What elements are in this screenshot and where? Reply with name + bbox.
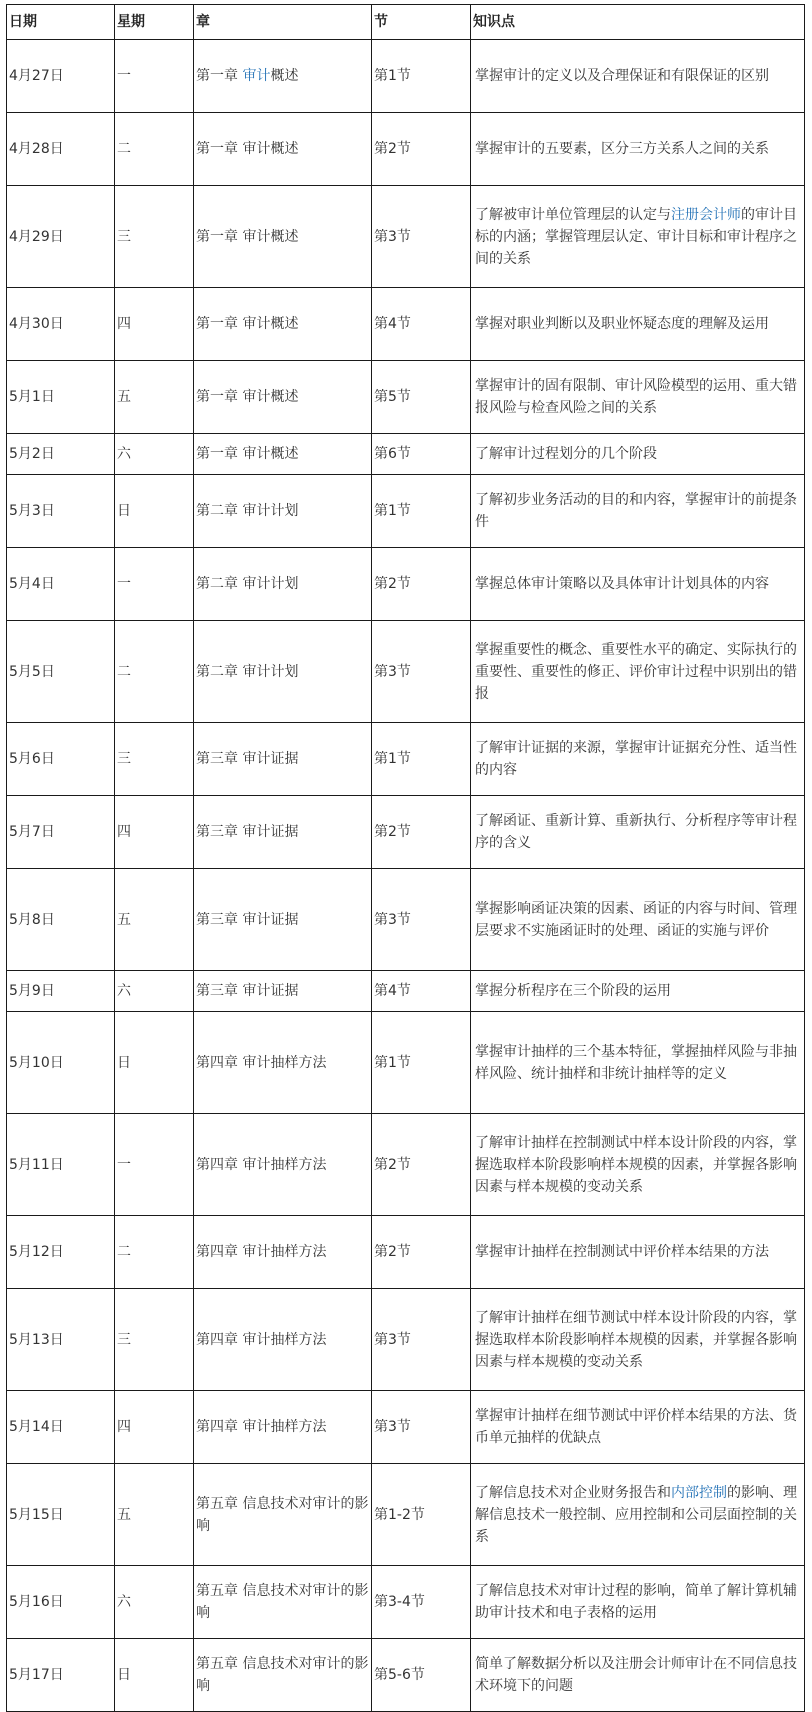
section-text: 第2节 [374,1156,411,1173]
chapter-cell [194,288,372,361]
chapter-cell [194,113,372,186]
chapter-cell [194,1566,372,1639]
weekday-text: 四 [117,824,131,840]
section-text: 第4节 [374,316,411,332]
knowledge-point-text-post: 的审计目标的内涵；掌握管理层认定、审计目标和审计程序之间的关系 [475,206,797,267]
weekday-cell [115,723,194,796]
section-cell [372,1216,471,1289]
date-cell [7,1566,115,1639]
table-row [7,971,805,1012]
chapter-cell [194,475,372,548]
knowledge-point-text: 掌握审计的五要素，区分三方关系人之间的关系 [475,141,769,157]
knowledge-point-cell [471,1639,805,1712]
knowledge-point-cell [471,40,805,113]
section-text: 第1节 [374,68,411,84]
section-cell [372,361,471,434]
section-text: 第5节 [374,389,411,405]
weekday-text: 六 [117,983,131,999]
chapter-text: 第五章 信息技术对审计的影响 [196,1495,369,1534]
knowledge-point-cell [471,1289,805,1391]
table-row [7,40,805,113]
weekday-text: 六 [117,446,131,462]
knowledge-point-cell [471,548,805,621]
date-cell [7,1216,115,1289]
chapter-cell [194,723,372,796]
date-text: 5月7日 [9,824,55,840]
chapter-text: 第四章 审计抽样方法 [196,1244,327,1260]
knowledge-point-text: 简单了解数据分析以及注册会计师审计在不同信息技术环境下的问题 [475,1656,797,1694]
chapter-text: 第三章 审计证据 [196,751,299,767]
date-cell [7,869,115,971]
date-cell [7,1012,115,1114]
table-row [7,1114,805,1216]
chapter-text: 第四章 审计抽样方法 [196,1331,327,1348]
chapter-text: 第二章 审计计划 [196,503,299,519]
table-row [7,1289,805,1391]
weekday-text: 日 [117,1667,131,1683]
section-cell [372,1114,471,1216]
knowledge-point-text: 掌握对职业判断以及职业怀疑态度的理解及运用 [475,316,769,332]
section-cell [372,186,471,288]
date-cell [7,361,115,434]
weekday-cell [115,1566,194,1639]
chapter-text: 第一章 审计概述 [196,316,299,332]
header-section: 节 [372,5,471,40]
knowledge-point-cell [471,1114,805,1216]
date-cell [7,723,115,796]
schedule-table-container [6,4,804,1712]
section-text: 第3节 [374,1419,411,1435]
date-text: 5月4日 [9,576,55,592]
table-row [7,475,805,548]
chapter-link[interactable]: 审计 [242,68,271,84]
knowledge-point-text: 了解审计过程划分的几个阶段 [475,446,657,462]
knowledge-point-cell [471,1391,805,1464]
date-text: 5月3日 [9,503,55,519]
weekday-text: 二 [117,141,131,157]
chapter-text: 第一章 审计概述 [196,446,299,462]
section-text: 第3节 [374,228,411,245]
date-text: 4月30日 [9,316,64,332]
knowledge-point-cell [471,113,805,186]
date-text: 4月28日 [9,141,64,157]
weekday-text: 四 [117,1419,131,1435]
section-cell [372,1391,471,1464]
date-cell [7,186,115,288]
table-row [7,796,805,869]
weekday-cell [115,361,194,434]
date-cell [7,475,115,548]
knowledge-point-text: 了解审计抽样在细节测试中样本设计阶段的内容，掌握选取样本阶段影响样本规模的因素，并掌握各影响因素与样本规模的变动关系 [475,1309,797,1370]
chapter-text: 第一章 审计概述 [196,141,299,157]
chapter-cell [194,971,372,1012]
date-text: 5月16日 [9,1594,64,1610]
date-cell [7,796,115,869]
table-row [7,1391,805,1464]
header-knowledge-point: 知识点 [471,5,805,40]
weekday-cell [115,1216,194,1289]
knowledge-point-text: 掌握审计的定义以及合理保证和有限保证的区别 [475,68,769,84]
weekday-cell [115,971,194,1012]
section-text: 第6节 [374,446,411,462]
chapter-text: 第三章 审计证据 [196,983,299,999]
knowledge-point-text: 掌握总体审计策略以及具体审计计划具体的内容 [475,576,769,592]
weekday-text: 六 [117,1594,131,1610]
weekday-text: 二 [117,663,131,680]
knowledge-point-cell [471,1012,805,1114]
knowledge-point-link[interactable]: 内部控制 [671,1484,727,1501]
section-cell [372,1639,471,1712]
weekday-text: 五 [117,389,131,405]
section-text: 第3节 [374,1331,411,1348]
chapter-text: 第二章 审计计划 [196,576,299,592]
knowledge-point-cell [471,434,805,475]
date-cell [7,113,115,186]
knowledge-point-cell [471,288,805,361]
date-text: 5月17日 [9,1667,64,1683]
chapter-cell [194,869,372,971]
knowledge-point-text: 了解函证、重新计算、重新执行、分析程序等审计程序的含义 [475,813,797,851]
section-cell [372,475,471,548]
weekday-text: 日 [117,1054,131,1071]
knowledge-point-text: 了解信息技术对审计过程的影响，简单了解计算机辅助审计技术和电子表格的运用 [475,1583,797,1621]
weekday-cell [115,621,194,723]
section-text: 第1节 [374,1054,411,1071]
date-cell [7,621,115,723]
weekday-cell [115,796,194,869]
chapter-cell [194,548,372,621]
chapter-cell [194,621,372,723]
knowledge-point-cell [471,869,805,971]
date-text: 5月15日 [9,1506,64,1523]
chapter-text: 第四章 审计抽样方法 [196,1156,327,1173]
section-text: 第2节 [374,1244,411,1260]
section-cell [372,40,471,113]
weekday-cell [115,1289,194,1391]
knowledge-point-text: 了解审计证据的来源，掌握审计证据充分性、适当性的内容 [475,740,797,778]
section-text: 第1节 [374,751,411,767]
weekday-cell [115,475,194,548]
knowledge-point-link[interactable]: 注册会计师 [671,206,741,223]
weekday-text: 四 [117,316,131,332]
weekday-text: 三 [117,1331,131,1348]
section-text: 第4节 [374,983,411,999]
knowledge-point-cell [471,796,805,869]
chapter-cell [194,361,372,434]
date-text: 4月29日 [9,228,64,245]
section-text: 第2节 [374,576,411,592]
knowledge-point-cell [471,723,805,796]
section-text: 第1节 [374,503,411,519]
weekday-text: 三 [117,751,131,767]
weekday-cell [115,1639,194,1712]
weekday-cell [115,1114,194,1216]
weekday-text: 一 [117,68,131,84]
knowledge-point-text: 掌握审计的固有限制、审计风险模型的运用、重大错报风险与检查风险之间的关系 [475,378,797,416]
date-text: 5月12日 [9,1244,64,1260]
header-weekday: 星期 [115,5,194,40]
knowledge-point-text: 了解初步业务活动的目的和内容，掌握审计的前提条件 [475,492,797,530]
section-text: 第2节 [374,141,411,157]
table-row [7,1464,805,1566]
table-row [7,723,805,796]
chapter-cell [194,186,372,288]
table-row [7,288,805,361]
date-cell [7,40,115,113]
section-text: 第3节 [374,911,411,928]
knowledge-point-cell [471,475,805,548]
table-row [7,1216,805,1289]
date-cell [7,1289,115,1391]
section-cell [372,971,471,1012]
chapter-cell [194,1289,372,1391]
chapter-cell [194,1464,372,1566]
section-cell [372,288,471,361]
section-cell [372,1289,471,1391]
section-cell [372,113,471,186]
section-cell [372,1566,471,1639]
date-text: 5月10日 [9,1054,64,1071]
chapter-text-post: 概述 [270,68,299,84]
weekday-text: 一 [117,1156,131,1173]
weekday-cell [115,1012,194,1114]
section-text: 第2节 [374,824,411,840]
section-text: 第3节 [374,663,411,680]
weekday-cell [115,40,194,113]
date-cell [7,288,115,361]
section-cell [372,1464,471,1566]
knowledge-point-text-post: 的影响、理解信息技术一般控制、应用控制和公司层面控制的关系 [475,1484,797,1545]
date-text: 5月13日 [9,1331,64,1348]
weekday-cell [115,434,194,475]
table-row [7,621,805,723]
table-row [7,434,805,475]
weekday-cell [115,288,194,361]
knowledge-point-text: 掌握审计抽样在细节测试中评价样本结果的方法、货币单元抽样的优缺点 [475,1408,797,1446]
weekday-text: 一 [117,576,131,592]
chapter-text: 第五章 信息技术对审计的影响 [196,1583,369,1621]
knowledge-point-text: 了解被审计单位管理层的认定与 [475,206,671,223]
chapter-text: 第三章 审计证据 [196,824,299,840]
table-row [7,548,805,621]
section-text: 第5-6节 [374,1667,425,1683]
date-text: 5月5日 [9,663,55,680]
table-row [7,1639,805,1712]
knowledge-point-text: 掌握影响函证决策的因素、函证的内容与时间、管理层要求不实施函证时的处理、函证的实施与评价 [475,900,797,939]
knowledge-point-text: 了解信息技术对企业财务报告和 [475,1484,671,1501]
date-cell [7,971,115,1012]
date-cell [7,1464,115,1566]
table-row [7,186,805,288]
weekday-cell [115,113,194,186]
section-cell [372,548,471,621]
chapter-text: 第一章 审计概述 [196,389,299,405]
date-text: 5月6日 [9,751,55,767]
date-text: 5月9日 [9,983,55,999]
date-cell [7,1114,115,1216]
table-row [7,1566,805,1639]
table-row [7,869,805,971]
study-schedule-table [6,4,805,1712]
knowledge-point-cell [471,1216,805,1289]
table-row [7,113,805,186]
date-cell [7,1391,115,1464]
table-row [7,1012,805,1114]
date-text: 5月11日 [9,1156,64,1173]
chapter-text: 第三章 审计证据 [196,911,299,928]
knowledge-point-cell [471,1464,805,1566]
date-cell [7,548,115,621]
section-cell [372,621,471,723]
chapter-text: 第四章 审计抽样方法 [196,1419,327,1435]
weekday-cell [115,869,194,971]
header-row [7,5,805,40]
weekday-cell [115,1464,194,1566]
weekday-text: 三 [117,228,131,245]
chapter-text: 第四章 审计抽样方法 [196,1054,327,1071]
section-text: 第3-4节 [374,1594,425,1610]
weekday-text: 日 [117,503,131,519]
knowledge-point-cell [471,186,805,288]
section-cell [372,1012,471,1114]
weekday-text: 五 [117,911,131,928]
header-date: 日期 [7,5,115,40]
weekday-text: 五 [117,1506,131,1523]
date-text: 5月2日 [9,446,55,462]
date-cell [7,1639,115,1712]
chapter-text: 第二章 审计计划 [196,663,299,680]
weekday-cell [115,186,194,288]
knowledge-point-text: 了解审计抽样在控制测试中样本设计阶段的内容，掌握选取样本阶段影响样本规模的因素，并掌握各影响因素与样本规模的变动关系 [475,1134,797,1195]
knowledge-point-text: 掌握审计抽样在控制测试中评价样本结果的方法 [475,1244,769,1260]
section-cell [372,796,471,869]
chapter-cell [194,1012,372,1114]
knowledge-point-text: 掌握审计抽样的三个基本特征，掌握抽样风险与非抽样风险、统计抽样和非统计抽样等的定义 [475,1043,797,1082]
chapter-cell [194,40,372,113]
header-chapter: 章 [194,5,372,40]
knowledge-point-cell [471,971,805,1012]
chapter-cell [194,1391,372,1464]
knowledge-point-text: 掌握分析程序在三个阶段的运用 [475,983,671,999]
date-text: 5月8日 [9,911,55,928]
date-text: 5月14日 [9,1419,64,1435]
weekday-cell [115,1391,194,1464]
chapter-text: 第五章 信息技术对审计的影响 [196,1656,369,1694]
section-cell [372,434,471,475]
knowledge-point-text: 掌握重要性的概念、重要性水平的确定、实际执行的重要性、重要性的修正、评价审计过程中识别出的错报 [475,641,797,702]
date-cell [7,434,115,475]
knowledge-point-cell [471,1566,805,1639]
chapter-cell [194,1639,372,1712]
knowledge-point-cell [471,621,805,723]
chapter-cell [194,434,372,475]
section-text: 第1-2节 [374,1506,425,1523]
chapter-cell [194,796,372,869]
date-text: 5月1日 [9,389,55,405]
section-cell [372,723,471,796]
table-row [7,361,805,434]
chapter-text: 第一章 [196,68,243,84]
chapter-text: 第一章 审计概述 [196,228,299,245]
chapter-cell [194,1216,372,1289]
date-text: 4月27日 [9,68,64,84]
section-cell [372,869,471,971]
knowledge-point-cell [471,361,805,434]
chapter-cell [194,1114,372,1216]
weekday-cell [115,548,194,621]
weekday-text: 二 [117,1244,131,1260]
